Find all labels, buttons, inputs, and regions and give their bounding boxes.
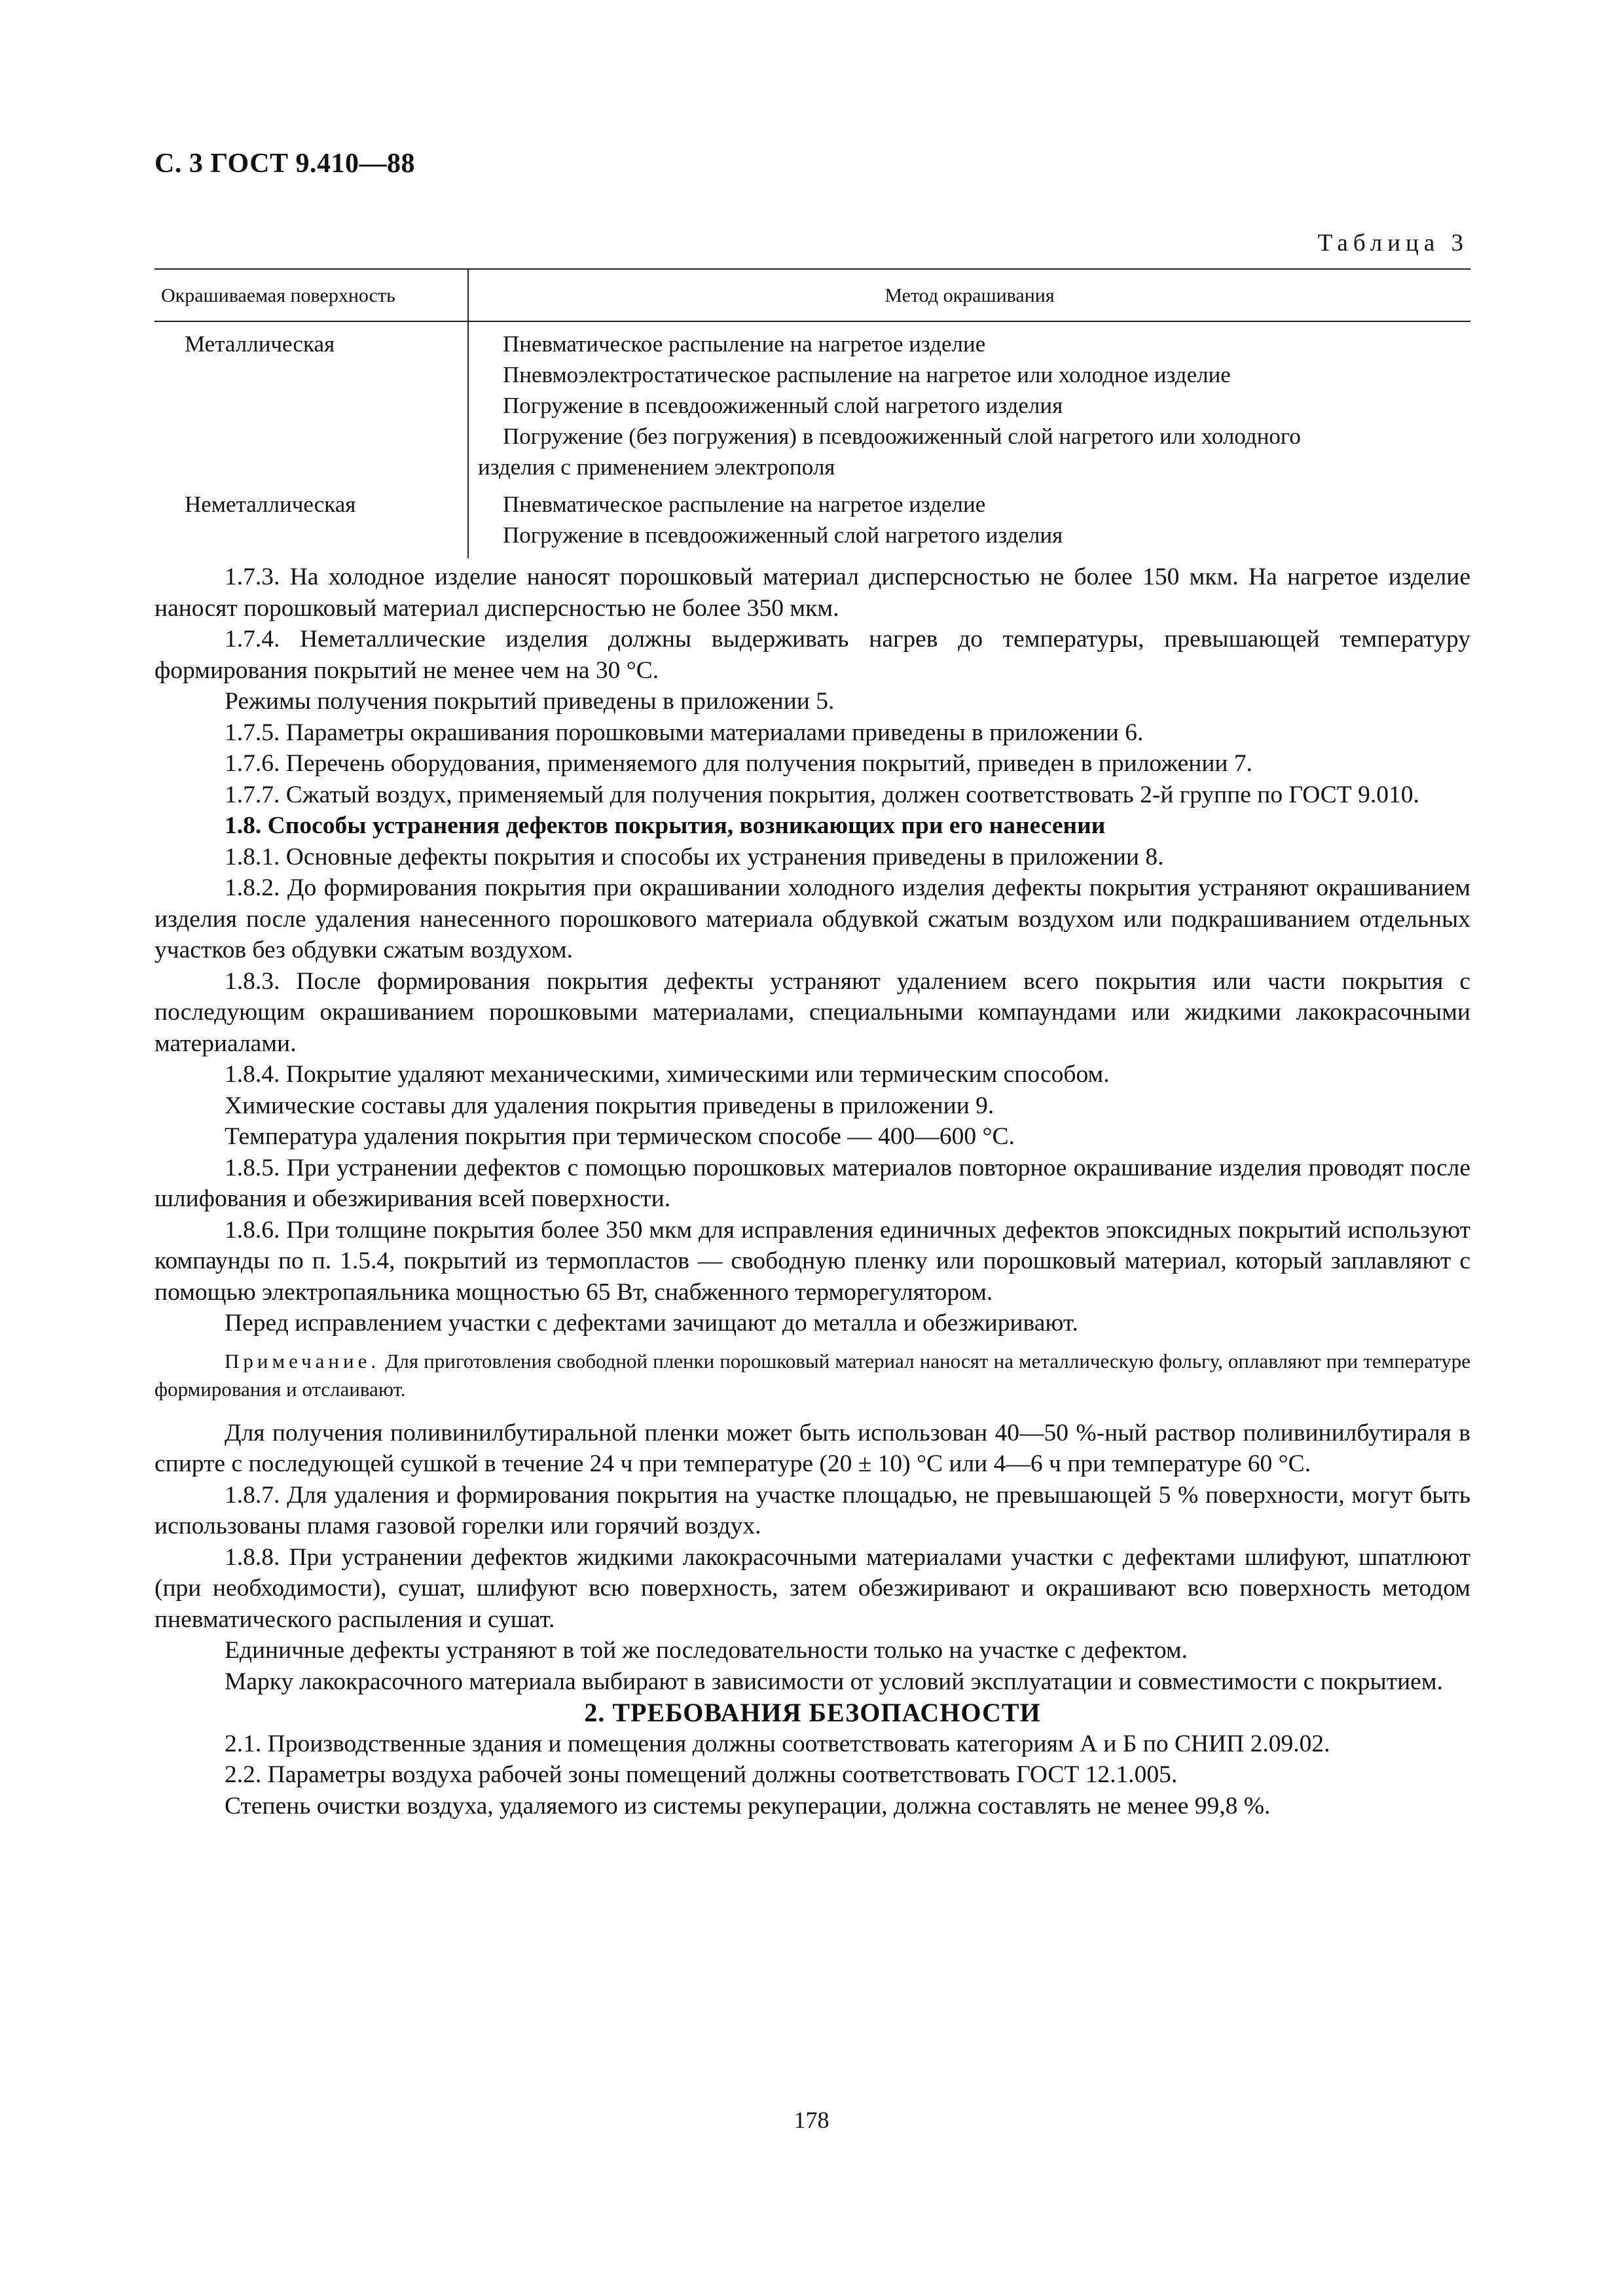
method-line: Пневматическое распыление на нагретое изделие xyxy=(503,331,986,357)
method-line: изделия с применением электрополя xyxy=(478,454,835,480)
paragraph-1-8-5: 1.8.5. При устранении дефектов с помощью порошковых материалов повторное окрашивание изделия проводят после шлифования и обезжиривания всей поверхности. xyxy=(155,1154,1470,1212)
running-header: С. 3 ГОСТ 9.410—88 xyxy=(155,149,416,179)
body-text xyxy=(155,562,1470,1821)
method-line: Погружение в псевдоожиженный слой нагретого изделия xyxy=(503,522,1063,548)
note-label: Примечание. xyxy=(225,1349,380,1372)
column-header-method: Метод окрашивания xyxy=(468,269,1470,321)
table-header-row xyxy=(155,269,1470,321)
paragraph-1-8-7: 1.8.7. Для удаления и формирования покрытия на участке площадью, не превышающей 5 % поверхности, могут быть использованы пламя газовой горелки или горячий воздух. xyxy=(155,1481,1470,1539)
paragraph-1-7-5: 1.7.5. Параметры окрашивания порошковыми материалами приведены в приложении 6. xyxy=(225,719,1144,746)
paragraph: Химические составы для удаления покрытия приведены в приложении 9. xyxy=(225,1092,994,1119)
method-line: Пневмоэлектростатическое распыление на нагретое или холодное изделие xyxy=(503,362,1231,387)
paragraph-2-1: 2.1. Производственные здания и помещения должны соответствовать категориям А и Б по СНИП 2.09.02. xyxy=(225,1730,1330,1757)
table-row xyxy=(155,482,1470,558)
paragraph: Температура удаления покрытия при термическом способе — 400—600 °С. xyxy=(225,1123,1015,1150)
paragraph: Для получения поливинилбутиральной пленки может быть использован 40—50 %-ный раствор поливинилбутираля в спирте с последующей сушкой в течение 24 ч при температуре (20 ± 10) °С или 4—6 ч при температуре 60 °С. xyxy=(155,1419,1470,1477)
table-cell-surface: Неметаллическая xyxy=(155,482,468,558)
table-cell-surface: Металлическая xyxy=(155,321,468,482)
column-header-surface: Окрашиваемая поверхность xyxy=(155,269,468,321)
paragraph: Перед исправлением участки с дефектами зачищают до металла и обезжиривают. xyxy=(225,1310,1078,1336)
paragraph-1-8-1: 1.8.1. Основные дефекты покрытия и способы их устранения приведены в приложении 8. xyxy=(225,843,1164,870)
method-line: Погружение (без погружения) в псевдоожиженный слой нагретого или холодного xyxy=(503,423,1301,449)
paragraph: Единичные дефекты устраняют в той же последовательности только на участке с дефектом. xyxy=(225,1637,1188,1664)
table-cell-methods xyxy=(468,482,1470,558)
note xyxy=(155,1347,1470,1403)
paragraph-1-8-4: 1.8.4. Покрытие удаляют механическими, химическими или термическим способом. xyxy=(225,1061,1110,1088)
paragraph: Режимы получения покрытий приведены в приложении 5. xyxy=(225,688,835,715)
table-row xyxy=(155,321,1470,482)
paragraph-1-8-6: 1.8.6. При толщине покрытия более 350 мкм для исправления единичных дефектов эпоксидных покрытий используют компаунды по п. 1.5.4, покрытий из термопластов — свободную пленку или порошковый материал, который заплавляют с помощью электропаяльника мощностью 65 Вт, снабженного терморегулятором. xyxy=(155,1216,1470,1306)
paragraph-1-8-2: 1.8.2. До формирования покрытия при окрашивании холодного изделия дефекты покрытия устраняют окрашиванием изделия после удаления нанесенного порошкового материала обдувкой сжатым воздухом или подкрашиванием отдельных участков без обдувки сжатым воздухом. xyxy=(155,874,1470,963)
paragraph: Марку лакокрасочного материала выбирают в зависимости от условий эксплуатации и совместимости с покрытием. xyxy=(225,1668,1443,1695)
paragraph-1-7-6: 1.7.6. Перечень оборудования, применяемого для получения покрытий, приведен в приложении 7. xyxy=(225,750,1252,777)
paragraph: Степень очистки воздуха, удаляемого из системы рекуперации, должна составлять не менее 99,8 %. xyxy=(225,1792,1271,1820)
table-caption: Таблица 3 xyxy=(1317,230,1468,257)
subsection-heading-1-8: 1.8. Способы устранения дефектов покрытия, возникающих при его нанесении xyxy=(225,812,1106,839)
paragraph-1-7-3: 1.7.3. На холодное изделие наносят порошковый материал дисперсностью не более 150 мкм. На нагретое изделие наносят порошковый материал дисперсностью не более 350 мкм. xyxy=(155,564,1470,622)
method-line: Погружение в псевдоожиженный слой нагретого изделия xyxy=(503,393,1063,418)
table-cell-methods xyxy=(468,321,1470,482)
method-line: Пневматическое распыление на нагретое изделие xyxy=(503,492,986,517)
paragraph-2-2: 2.2. Параметры воздуха рабочей зоны помещений должны соответствовать ГОСТ 12.1.005. xyxy=(225,1761,1178,1788)
paragraph-1-8-8: 1.8.8. При устранении дефектов жидкими лакокрасочными материалами участки с дефектами шлифуют, шпатлюют (при необходимости), сушат, шлифуют всю поверхность, затем обезжиривают и окрашивают всю поверхность методом пневматического распыления и сушат. xyxy=(155,1543,1470,1633)
paragraph-1-7-7: 1.7.7. Сжатый воздух, применяемый для получения покрытия, должен соответствовать 2-й группе по ГОСТ 9.010. xyxy=(225,781,1419,808)
section-title: 2. ТРЕБОВАНИЯ БЕЗОПАСНОСТИ xyxy=(584,1698,1041,1727)
note-text: Для приготовления свободной пленки порошковый материал наносят на металлическую фольгу, оплавляют при температуре формирования и отслаивают. xyxy=(155,1349,1470,1401)
page-number: 178 xyxy=(793,2107,830,2133)
paragraph-1-7-4: 1.7.4. Неметаллические изделия должны выдерживать нагрев до температуры, превышающей температуру формирования покрытий не менее чем на 30 °С. xyxy=(155,626,1470,684)
paragraph-1-8-3: 1.8.3. После формирования покрытия дефекты устраняют удалением всего покрытия или части покрытия с последующим окрашиванием порошковыми материалами, специальными компаундами или жидкими лакокрасочными материалами. xyxy=(155,967,1470,1057)
table-3 xyxy=(155,268,1470,558)
